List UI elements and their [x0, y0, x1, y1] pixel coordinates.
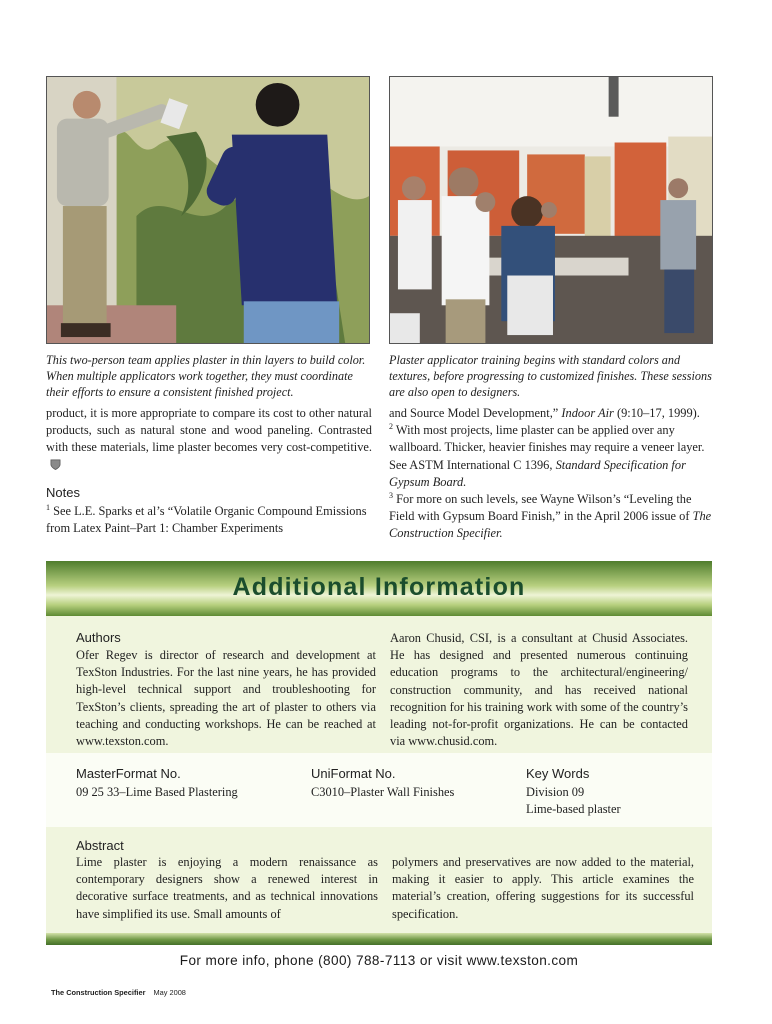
photo-caption-right: Plaster applicator training begins with standard colors and textures, before progressing to customized finishes. These sessions are also open to designers.: [389, 353, 712, 399]
end-mark-icon: [50, 459, 61, 470]
publication-name: The Construction Specifier: [51, 988, 146, 997]
journal-title: Indoor Air: [561, 406, 614, 420]
authors-section: [46, 619, 712, 753]
uniformat-heading: UniFormat No.: [311, 766, 396, 781]
note-2-text: With most projects, lime plaster can be applied over any wallboard. Thicker, heavier finishes may require a veneer layer. See ASTM International C 1396,: [389, 423, 705, 472]
issue-date: May 2008: [153, 988, 186, 997]
additional-information-box: [46, 561, 712, 945]
contact-footer: For more info, phone (800) 788-7113 or visit www.texston.com: [179, 953, 579, 968]
note-1-continued: [389, 405, 715, 422]
abstract-text-right: polymers and preservatives are now added to the material, making it easier to apply. This article examines the material’s creation, offering suggestions for its successful specification.: [392, 855, 694, 921]
notes-heading: Notes: [46, 484, 80, 500]
body-paragraph-text: product, it is more appropriate to compare its cost to other natural products, such as natural stone and wood paneling. Contrasted with these materials, lime plaster becomes very cost-competitive.: [46, 406, 372, 455]
classification-section: [46, 753, 712, 827]
keyword-item: Division 09: [526, 785, 585, 799]
note-1-citation: (9:10–17, 1999).: [616, 406, 700, 420]
uniformat-value: C3010–Plaster Wall Finishes: [311, 785, 455, 799]
photo-plaster-application: [46, 76, 370, 344]
note-2-standard-title: Standard Specification for Gypsum Board.: [389, 457, 686, 489]
masterformat-value: 09 25 33–Lime Based Plastering: [76, 785, 238, 799]
note-3-number: 3: [389, 490, 393, 500]
note-2-number: 2: [389, 422, 393, 432]
authors-heading: Authors: [76, 630, 121, 645]
note-3: [389, 491, 715, 543]
note-1: [46, 503, 372, 537]
body-column-left: [46, 405, 372, 537]
info-title: Additional Information: [232, 573, 526, 601]
note-1-continued-text: and Source Model Development,”: [389, 406, 559, 420]
masterformat-heading: MasterFormat No.: [76, 766, 181, 781]
note-3-publication: The Construction Specifier.: [389, 509, 712, 541]
info-footer-band: [46, 933, 712, 945]
abstract-section: [46, 827, 712, 933]
author-bio-regev: Ofer Regev is director of research and development at TexSton Industries. For the last nine years, he has provided high-level technical support and troubleshooting for TexSton’s clients, spreading the art of plaster to others via teaching and conducting workshops. He can be reached at www.texston.com.: [76, 648, 376, 749]
photo-caption-left: This two-person team applies plaster in thin layers to build color. When multiple applicators work together, they must coordinate their efforts to ensure a consistent finished project.: [46, 353, 366, 399]
note-1-text: See L.E. Sparks et al’s “Volatile Organic Compound Emissions from Latex Paint–Part 1: Chamber Experiments: [46, 504, 367, 536]
abstract-heading: Abstract: [76, 838, 124, 853]
photo-training-session: [389, 76, 713, 344]
keywords-heading: Key Words: [526, 766, 590, 781]
body-column-right: [389, 405, 715, 543]
keyword-item: Lime-based plaster: [526, 802, 621, 816]
note-1-number: 1: [46, 502, 50, 512]
note-3-text: For more on such levels, see Wayne Wilson’s “Leveling the Field with Gypsum Board Finish,” in the April 2006 issue of: [389, 492, 692, 524]
note-2: [389, 422, 715, 491]
body-paragraph: [46, 405, 372, 474]
abstract-text-left: Lime plaster is enjoying a modern renaissance as contemporary designers show a renewed interest in decorative surface treatments, and as technical innovations have simplified its use. Small amounts of: [76, 855, 378, 921]
author-bio-chusid: Aaron Chusid, CSI, is a consultant at Chusid Associates. He has designed and presented numerous continuing education programs to the architectural/engineering/ construction community, and has received national recognition for his training work with some of the country’s leading not-for-profit organizations. He can be contacted via www.chusid.com.: [390, 631, 688, 749]
page-footer: [51, 988, 186, 997]
info-header-band: [46, 561, 712, 616]
